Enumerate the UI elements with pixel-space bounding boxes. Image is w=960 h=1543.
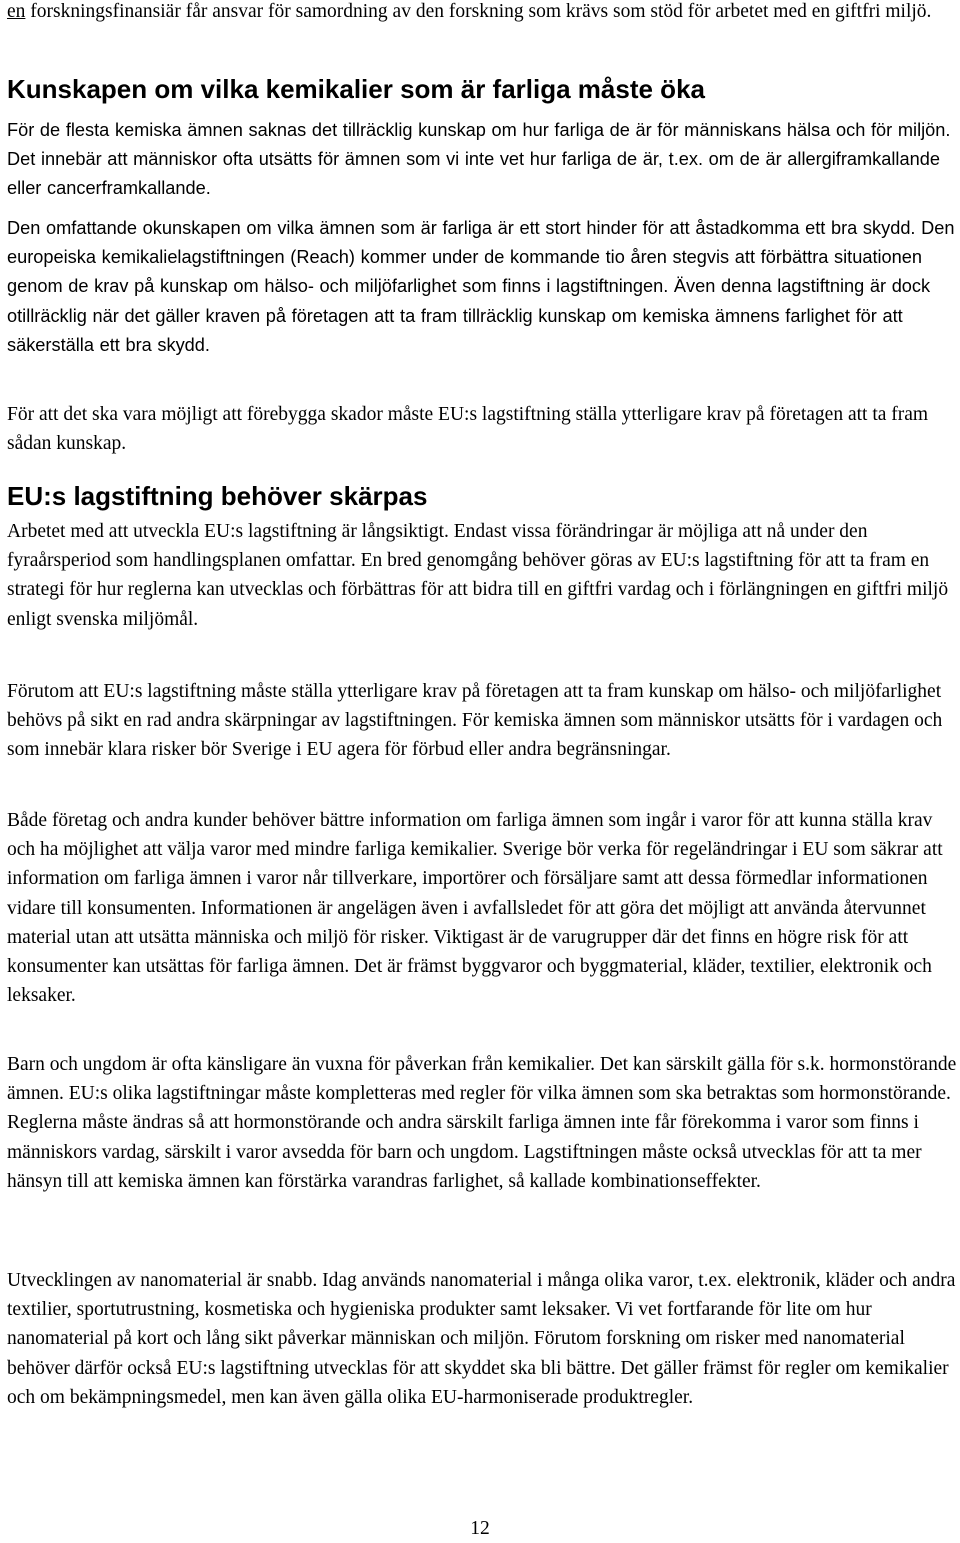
- paragraph-reach-text: Den omfattande okunskapen om vilka ämnen som är farliga är ett stort hinder för att åstadkomma ett bra skydd. Den europeiska kemikalielagstiftningen (Reach) kommer under de kommande tio åren stegvis att förbättra situationen genom de krav på kunskap om hälso- och miljöfarlighet som finns i lagstiftningen. Även denna lagstiftning är dock otillräcklig när det gäller kraven på företagen att ta fram tillräcklig kunskap om kemiska ämnens farlighet för att säkerställa ett bra skydd.: [7, 218, 955, 355]
- paragraph-long-term-work: Arbetet med att utveckla EU:s lagstiftning är långsiktigt. Endast vissa förändringar är möjliga att nå under den fyraårsperiod som handlingsplanen omfattar. En bred genomgång behöver göras av EU:s lagstiftning för att ta fram en strategi för hur reglerna kan utvecklas och förbättras för att bidra till en giftfri vardag och i förlängningen en giftfri miljö enligt svenska miljömål.: [7, 521, 949, 630]
- paragraph-knowledge-gap-rest: Det innebär att människor ofta utsätts för ämnen som vi inte vet hur farliga de är, t.ex. om de är allergiframkallande eller cancerframkallande.: [7, 149, 940, 199]
- section-heading-eu-legislation: EU:s lagstiftning behöver skärpas: [7, 481, 428, 511]
- paragraph-children: Barn och ungdom är ofta känsligare än vuxna för påverkan från kemikalier. Det kan särskilt gälla för s.k. hormonstörande ämnen. EU:s olika lagstiftningar måste kompletteras med regler för vilka ämnen som ska betraktas som hormonstörande. Reglerna måste ändras så att hormonstörande och andra särskilt farliga ämnen inte får förekomma i varor som finns i människors vardag, särskilt i varor avsedda för barn och ungdom. Lagstiftningen måste också utvecklas för att ta mer hänsyn till att kemiska ämnen kan förstärka varandras farlighet, så kallade kombinationseffekter.: [7, 1054, 957, 1192]
- paragraph-additional-requirements: Förutom att EU:s lagstiftning måste ställa ytterligare krav på företagen att ta fram kunskap om hälso- och miljöfarlighet behövs på sikt en rad andra skärpningar av lagstiftningen. För kemiska ämnen som människor utsätts för i vardagen och som innebär klara risker bör Sverige i EU agera för förbud eller andra begränsningar.: [7, 681, 943, 761]
- paragraph-reach: [7, 214, 959, 355]
- intro-text: forskningsfinansiär får ansvar för samordning av den forskning som krävs som stöd för arbetet med en giftfri miljö.: [25, 1, 932, 22]
- paragraph-nanomaterial: Utvecklingen av nanomaterial är snabb. Idag används nanomaterial i många olika varor, t.ex. elektronik, kläder och andra textilier, sportutrustning, kosmetiska och hygieniska produkter samt leksaker. Vi vet fortfarande för lite om hur nanomaterial på kort och lång sikt påverkar människan och miljön. Förutom forskning om risker med nanomaterial behöver därför också EU:s lagstiftning utvecklas för att skyddet ska bli bättre. Det gäller främst för regler om kemikalier och om bekämpningsmedel, men kan även gälla olika EU-harmoniserade produktregler.: [7, 1270, 956, 1408]
- intro-link[interactable]: en: [7, 1, 26, 22]
- paragraph-information: Både företag och andra kunder behöver bättre information om farliga ämnen som ingår i varor för att kunna ställa krav och ha möjlighet att välja varor med mindre farliga kemikalier. Sverige bör verka för regeländringar i EU som säkrar att information om farliga ämnen i varor når tillverkare, importörer och försäljare samt att dessa förmedlar informationen vidare till konsumenten. Informationen är angelägen även i avfallsledet för att göra det möjligt att använda återvunnet material utan att utsätta människa och miljö för risker. Viktigast är de varugrupper där det finns en högre risk för att konsumenter kan utsättas för farliga ämnen. Det är främst byggvaror och byggmaterial, kläder, textilier, elektronik och leksaker.: [7, 810, 943, 1007]
- paragraph-knowledge-gap-lead: För de flesta kemiska ämnen saknas det tillräcklig kunskap om hur farliga de är för människans hälsa och för miljön.: [7, 120, 951, 140]
- intro-paragraph: [7, 0, 959, 26]
- page-number: 12: [470, 1518, 490, 1539]
- paragraph-prevent-damage: För att det ska vara möjligt att förebygga skador måste EU:s lagstiftning ställa ytterligare krav på företagen att ta fram sådan kunskap.: [7, 404, 929, 455]
- section-heading-knowledge: Kunskapen om vilka kemikalier som är farliga måste öka: [7, 74, 705, 104]
- paragraph-knowledge-gap: [7, 116, 959, 204]
